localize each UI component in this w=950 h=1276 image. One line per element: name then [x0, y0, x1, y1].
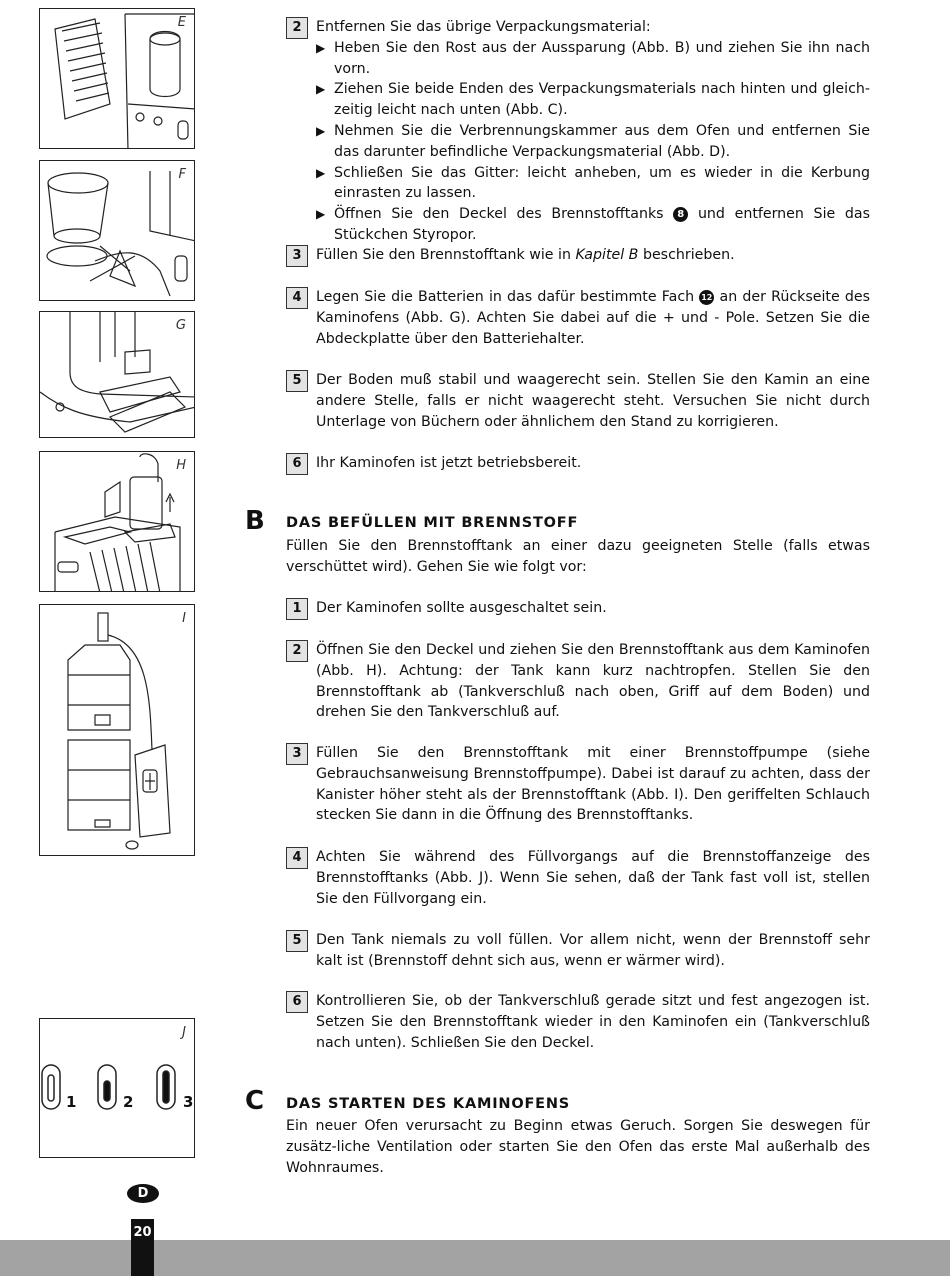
- fill-step-2: [286, 640, 870, 723]
- figure-g-label: G: [175, 318, 186, 333]
- bullet-item: ▶ Heben Sie den Rost aus der Aussparung (Abb. B) und ziehen Sie ihn nach vorn.: [316, 38, 870, 80]
- step-number: 2: [286, 640, 308, 662]
- figure-j-label: J: [182, 1025, 186, 1040]
- step-text: [316, 245, 870, 266]
- fill-step-1: [286, 598, 870, 619]
- section-intro: Füllen Sie den Brennstofftank an einer dazu geeigneten Stelle (falls etwas verschüttet wird). Gehen Sie wie folgt vor:: [286, 538, 870, 575]
- step-text: Kontrollieren Sie, ob der Tankverschluß gerade sitzt und fest angezogen ist. Setzen Sie den Brennstofftank wieder in den Kaminofen ein (Tankverschluß nach unten). Schließen Sie den Deckel.: [316, 993, 870, 1051]
- section-title: DAS BEFÜLLEN MIT BRENNSTOFF: [286, 515, 579, 531]
- step-number: 5: [286, 930, 308, 952]
- fill-step-3: [286, 743, 870, 826]
- step-number: 3: [286, 245, 308, 267]
- section-letter: B: [245, 506, 265, 536]
- step-text: [316, 287, 870, 349]
- bullet-item: ▶ Schließen Sie das Gitter: leicht anheben, um es wieder in die Kerbung einrasten zu lassen.: [316, 163, 870, 205]
- gauge-level-2: 2: [123, 1093, 134, 1111]
- step-4: [286, 287, 870, 349]
- figure-h-label: H: [176, 458, 186, 473]
- step-text-part: Füllen Sie den Brennstofftank wie in: [316, 247, 571, 263]
- figure-e: [39, 8, 195, 149]
- fill-step-4: [286, 847, 870, 909]
- step-number: 3: [286, 743, 308, 765]
- heater-grill-illustration: [40, 9, 195, 149]
- fuel-pump-illustration: [40, 605, 195, 856]
- step-text-part: beschrieben.: [642, 247, 735, 263]
- step-number: 6: [286, 991, 308, 1013]
- step-text: Den Tank niemals zu voll füllen. Vor allem nicht, wenn der Brennstoff sehr kalt ist (Brennstoff dehnt sich aus, wenn er wärmer wird).: [316, 932, 870, 969]
- figure-j: [39, 1018, 195, 1158]
- figure-f-label: F: [178, 167, 186, 182]
- step-number: 6: [286, 453, 308, 475]
- unpack-step: [286, 17, 870, 246]
- step-number: 1: [286, 598, 308, 620]
- step-title: Entfernen Sie das übrige Verpackungsmaterial:: [316, 19, 651, 35]
- part-number-badge: 12: [699, 290, 714, 305]
- step-number: 2: [286, 17, 308, 39]
- figure-f: [39, 160, 195, 301]
- language-badge: D: [127, 1184, 159, 1203]
- page-number: 20: [131, 1219, 154, 1276]
- bullet-item: [316, 204, 870, 246]
- step-text-part: an der Rückseite des Kaminofens (Abb. G). Achten Sie dabei auf die + und - Pole. Setzen Sie die Abdeckplatte über den Batteriehalter.: [316, 289, 870, 347]
- tank-removal-illustration: [40, 452, 195, 592]
- section-letter: C: [245, 1086, 265, 1116]
- step-text-part: Legen Sie die Batterien in das dafür bestimmte Fach: [316, 289, 695, 305]
- step-text: Achten Sie während des Füllvorgangs auf die Brennstoffanzeige des Brennstofftanks (Abb. J). Wenn Sie sehen, daß der Tank fast voll ist, stellen Sie den Füllvorgang ein.: [316, 849, 870, 907]
- step-text: Der Kaminofen sollte ausgeschaltet sein.: [316, 600, 607, 616]
- step-6: [286, 453, 870, 474]
- step-text: Öffnen Sie den Deckel und ziehen Sie den Brennstofftank aus dem Kaminofen (Abb. H). Achtung: der Tank kann kurz nachtropfen. Stellen Sie den Brennstofftank ab (Tankverschluß nach oben, Griff auf dem Boden) und drehen Sie den Tankverschluß auf.: [316, 642, 870, 721]
- bullet-list: [316, 38, 870, 246]
- step-number: 4: [286, 287, 308, 309]
- figure-g: [39, 311, 195, 438]
- battery-compartment-illustration: [40, 312, 195, 438]
- figure-e-label: E: [177, 15, 186, 30]
- fuel-gauge-illustration: [40, 1019, 195, 1158]
- step-text: Der Boden muß stabil und waagerecht sein. Stellen Sie den Kamin an eine andere Stelle, falls er nicht waagerecht steht. Versuchen Sie nicht durch Unterlage von Büchern oder ähnlichem den Stand zu korrigieren.: [316, 372, 870, 430]
- bullet-text: und entfernen Sie das Stückchen Styropor.: [334, 206, 870, 243]
- burner-lift-illustration: [40, 161, 195, 301]
- gauge-level-3: 3: [183, 1093, 194, 1111]
- step-text: Ihr Kaminofen ist jetzt betriebsbereit.: [316, 455, 582, 471]
- section-title: DAS STARTEN DES KAMINOFENS: [286, 1096, 571, 1112]
- gauge-level-1: 1: [66, 1093, 77, 1111]
- figure-h: [39, 451, 195, 592]
- section-intro: Ein neuer Ofen verursacht zu Beginn etwas Geruch. Sorgen Sie deswegen für zusätz-liche Ventilation oder starten Sie den Ofen das erste Mal außerhalb des Wohnraumes.: [286, 1118, 870, 1176]
- step-number: 4: [286, 847, 308, 869]
- figure-i-label: I: [182, 611, 186, 626]
- bullet-item: ▶ Ziehen Sie beide Enden des Verpackungsmaterials nach hinten und gleich-zeitig leicht nach unten (Abb. C).: [316, 79, 870, 121]
- fill-step-5: [286, 930, 870, 972]
- fill-step-6: [286, 991, 870, 1053]
- bullet-item: ▶ Nehmen Sie die Verbrennungskammer aus dem Ofen und entfernen Sie das darunter befindliche Verpackungsmaterial (Abb. D).: [316, 121, 870, 163]
- step-3: [286, 245, 870, 266]
- bullet-text: Öffnen Sie den Deckel des Brennstofftanks: [334, 206, 664, 223]
- part-number-badge: 8: [673, 207, 688, 222]
- chapter-reference: Kapitel B: [575, 247, 639, 263]
- step-5: [286, 370, 870, 432]
- step-number: 5: [286, 370, 308, 392]
- figure-i: [39, 604, 195, 856]
- step-text: Füllen Sie den Brennstofftank mit einer Brennstoffpumpe (siehe Gebrauchsanweisung Brennstoffpumpe). Dabei ist darauf zu achten, dass der Kanister höher steht als der Brennstofftank (Abb. I). Den geriffelten Schlauch stecken Sie dann in die Öffnung des Brennstofftanks.: [316, 745, 870, 824]
